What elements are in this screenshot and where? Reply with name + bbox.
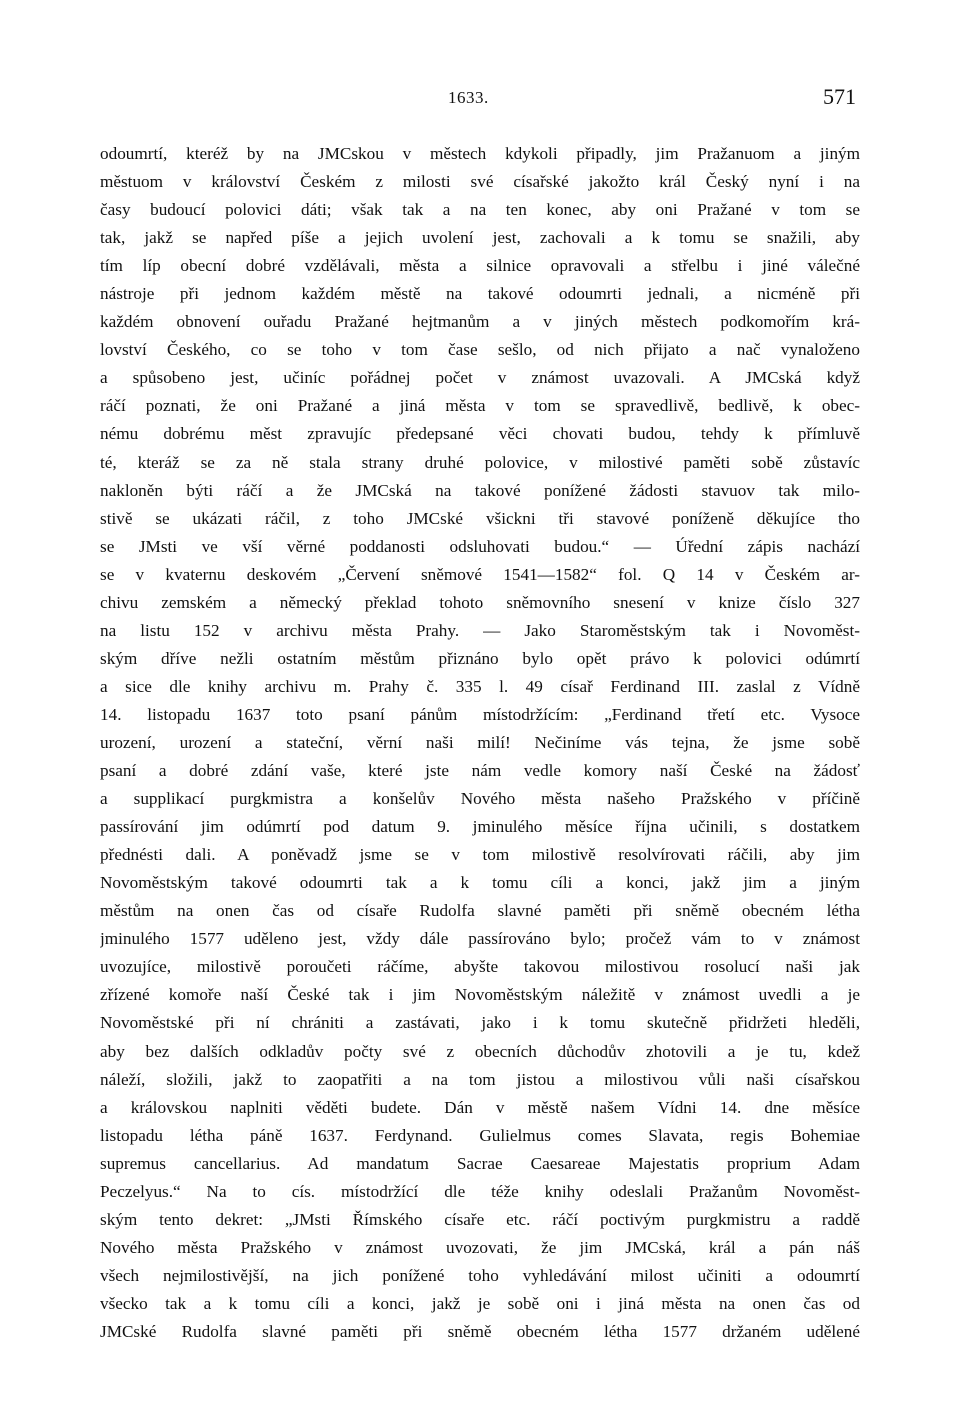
text-line: JMCské Rudolfa slavné paměti při sněmě obecném létha 1577 držaném udělené bbox=[100, 1321, 860, 1341]
text-line: časy budoucí polovici dáti; však tak a na ten konec, aby oni Pražané v tom se bbox=[100, 200, 860, 220]
text-line: se v kvaternu deskovém „Červení sněmové 1541—1582“ fol. Q 14 v Českém ar- bbox=[100, 564, 860, 584]
text-line: Nového města Pražského v známost uvozovati, že jim JMCská, král a pán náš bbox=[100, 1237, 860, 1257]
text-line: a sice dle knihy archivu m. Prahy č. 335 l. 49 císař Ferdinand III. zaslal z Vídně bbox=[100, 676, 860, 696]
text-line: jminulého 1577 uděleno jest, vždy dále passírováno bylo; pročež vám to v známost bbox=[100, 929, 860, 949]
text-line: uvozujíce, milostivě poroučeti ráčíme, abyšte takovou milostivou rosolucí naši jak bbox=[100, 957, 860, 977]
text-line: ským tento dekret: „JMsti Římského císaře etc. ráčí poctivým purgkmistru a raddě bbox=[100, 1209, 860, 1229]
text-line: a královskou naplniti věděti budete. Dán v městě našem Vídni 14. dne měsíce bbox=[100, 1097, 860, 1117]
page-number: 571 bbox=[823, 84, 856, 109]
text-line: passírování jim odúmrtí pod datum 9. jminulého měsíce října učinili, s dostatkem bbox=[100, 817, 860, 837]
text-line: Peczelyus.“ Na to cís. místodržící dle téže knihy odeslali Pražanům Novoměst- bbox=[100, 1181, 860, 1201]
text-line: 14. listopadu 1637 toto psaní pánům místodržícím: „Ferdinand třetí etc. Vysoce bbox=[100, 704, 860, 724]
text-line: nému dobrému měst zpravujíc předepsané věci chovati budou, tehdy k přímluvě bbox=[100, 424, 860, 444]
text-line: nakloněn býti ráčí a že JMCská na takové ponížené žádosti stavuov tak milo- bbox=[100, 480, 860, 500]
text-line: odoumrtí, kteréž by na JMCskou v městech kdykoli připadly, jim Pražanuom a jiným bbox=[100, 144, 860, 163]
running-head-year: 1633. bbox=[448, 88, 489, 107]
text-line: aby bez dalších odkladův počty své z obecních důchodův zhotovili a je tu, kdež bbox=[100, 1041, 860, 1061]
page-header bbox=[100, 84, 860, 116]
text-line: zřízené komoře naší České tak i jim Novoměstským náležitě v známost uvedli a je bbox=[100, 985, 860, 1005]
text-line: přednésti dali. A poněvadž jsme se v tom milostivě resolvírovati ráčili, aby jim bbox=[100, 845, 860, 865]
text-line: psaní a dobré zdání vaše, které jste nám vedle komory naší České na žádosť bbox=[100, 761, 860, 781]
text-line: chivu zemském a německý překlad tohoto sněmovního snesení v knize číslo 327 bbox=[100, 592, 860, 612]
text-line: na listu 152 v archivu města Prahy. — Jako Staroměstským tak i Novoměst- bbox=[100, 620, 860, 640]
text-line: Novoměstským takové odoumrti tak a k tomu cíli a konci, jakž jim a jiným bbox=[100, 873, 860, 893]
text-line: Novoměstské při ní chrániti a zastávati, jako i k tomu skutečně přidržeti hleděli, bbox=[100, 1013, 860, 1033]
text-line: lovství Českého, co se toho v tom čase sešlo, od nich přijato a nač vynaloženo bbox=[100, 340, 860, 360]
text-line: tak, jakž se napřed píše a jejich uvolení jest, zachovali a k tomu se snažili, aby bbox=[100, 228, 860, 248]
text-line: stivě se ukázati ráčil, z toho JMCské všickni tři stavové poníženě děkujíce tho bbox=[100, 508, 860, 528]
text-line: supremus cancellarius. Ad mandatum Sacrae Caesareae Majestatis proprium Adam bbox=[100, 1153, 860, 1173]
text-line: všecko tak a k tomu cíli a konci, jakž je sobě oni i jiná města na onen čas od bbox=[100, 1293, 860, 1313]
text-line: listopadu létha páně 1637. Ferdynand. Gulielmus comes Slavata, regis Bohemiae bbox=[100, 1125, 860, 1145]
text-line: se JMsti ve vší věrné poddanosti odsluhovati budou.“ — Úřední zápis nachází bbox=[100, 536, 860, 556]
text-line: nástroje při jednom každém městě na takové odoumrti jednali, a nicméně při bbox=[100, 284, 860, 304]
text-line: ráčí poznati, že oni Pražané a jiná města v tom se spravedlivě, bedlivě, k obec- bbox=[100, 396, 860, 416]
text-line: ským dříve nežli ostatním městům přiznáno bylo opět právo k polovici odúmrtí bbox=[100, 648, 860, 668]
text-line: každém obnovení ouřadu Pražané hejtmanům a v jiných městech podkomořím krá- bbox=[100, 312, 860, 332]
body-text bbox=[100, 140, 860, 1346]
text-line: městuom v království Českém z milosti své císařské jakožto král Český nyní i na bbox=[100, 172, 860, 192]
text-line: a supplikací purgkmistra a konšelův Nového města našeho Pražského v příčině bbox=[100, 789, 860, 809]
text-line: městům na onen čas od císaře Rudolfa slavné paměti při sněmě obecném létha bbox=[100, 901, 860, 921]
text-line: té, kteráž se za ně stala strany druhé polovice, v milostivé paměti sobě zůstavíc bbox=[100, 452, 860, 472]
text-line: náleží, složili, jakž to zaopatřiti a na tom jistou a milostivou vůli naši císařskou bbox=[100, 1069, 860, 1089]
text-line: a spůsobeno jest, učiníc pořádnej počet v známost uvazovali. A JMCská když bbox=[100, 368, 860, 388]
text-line: urození, urození a stateční, věrní naši milí! Nečiníme vás tejna, že jsme sobě bbox=[100, 732, 860, 752]
text-line: všech nejmilostivější, na jich ponížené toho vyhledávání milost učiniti a odoumrtí bbox=[100, 1265, 860, 1285]
text-line: tím líp obecní dobré vzdělávali, města a silnice opravovali a střelbu i jiné válečné bbox=[100, 256, 860, 276]
